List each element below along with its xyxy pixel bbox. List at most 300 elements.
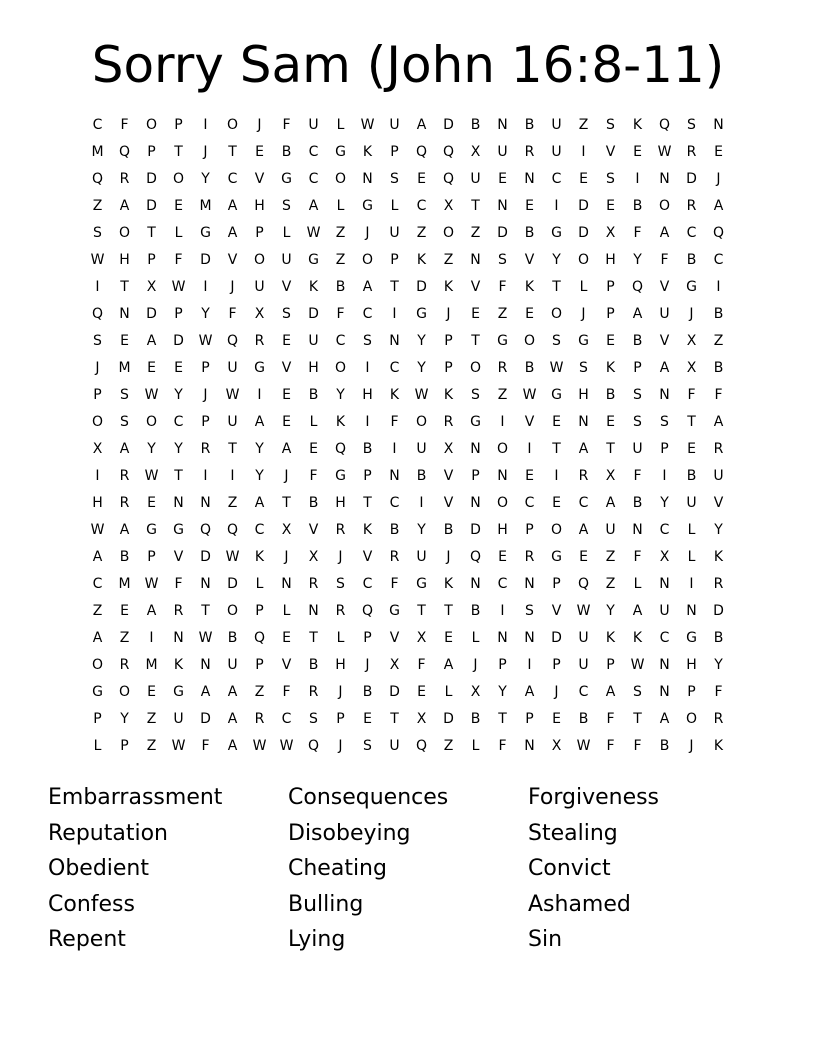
grid-letter: V [443,495,454,511]
grid-letter: V [362,549,373,565]
grid-letter: G [335,144,346,160]
grid-letter: J [581,306,586,322]
grid-letter: B [443,522,454,538]
grid-letter: A [227,711,238,727]
grid-letter: O [145,414,158,430]
grid-letter: P [606,306,615,322]
grid-letter: H [254,198,265,214]
grid-letter: A [227,198,238,214]
grid-letter: X [470,684,481,700]
grid-letter: B [524,360,535,376]
grid-letter: N [389,468,400,484]
grid-letter: T [633,711,642,727]
grid-letter: Q [334,441,347,457]
grid-letter: A [713,198,724,214]
grid-letter: D [200,252,211,268]
grid-letter: I [257,387,262,403]
grid-letter: X [659,549,670,565]
grid-letter: B [362,684,373,700]
grid-letter: B [659,738,670,754]
word-column [528,780,768,958]
grid-letter: B [524,225,535,241]
grid-letter: K [713,738,724,754]
grid-letter: D [686,171,697,187]
grid-letter: R [686,198,697,214]
grid-letter: I [689,576,694,592]
grid-letter: J [446,549,451,565]
grid-letter: A [605,684,616,700]
grid-letter: B [686,468,697,484]
grid-letter: Q [469,549,482,565]
grid-letter: T [120,279,129,295]
grid-letter: A [119,441,130,457]
grid-letter: L [471,630,480,646]
grid-letter: R [254,711,265,727]
grid-letter: I [527,441,532,457]
grid-letter: N [173,630,184,646]
grid-letter: D [443,117,454,133]
grid-letter: O [226,603,239,619]
grid-letter: C [308,171,319,187]
grid-letter: Q [631,279,644,295]
grid-letter: I [554,198,559,214]
grid-letter: O [469,360,482,376]
grid-letter: R [335,603,346,619]
grid-letter: F [120,117,129,133]
grid-letter: F [417,657,426,673]
grid-letter: E [174,198,183,214]
grid-letter: H [308,360,319,376]
grid-letter: E [606,333,615,349]
grid-letter: D [497,225,508,241]
grid-letter: S [363,738,372,754]
grid-letter: B [632,495,643,511]
grid-letter: B [605,387,616,403]
grid-letter: P [93,387,102,403]
grid-letter: C [659,630,670,646]
grid-letter: T [201,603,210,619]
grid-letter: S [498,252,507,268]
grid-letter: B [362,441,373,457]
grid-letter: W [198,333,213,349]
grid-letter: Y [201,306,210,322]
grid-letter: D [200,549,211,565]
grid-letter: D [713,603,724,619]
word-list-item: Stealing [528,820,618,846]
grid-letter: Q [658,117,671,133]
grid-letter: K [443,576,454,592]
grid-letter: R [713,576,724,592]
grid-letter: M [118,576,131,592]
grid-letter: U [686,495,697,511]
grid-letter: J [689,306,694,322]
grid-letter: A [281,441,292,457]
grid-letter: Z [227,495,238,511]
grid-letter: Z [335,252,346,268]
grid-letter: Z [470,225,481,241]
grid-letter: E [552,414,561,430]
grid-letter: A [227,684,238,700]
grid-letter: M [199,198,212,214]
grid-letter: O [361,252,374,268]
grid-letter: G [281,171,292,187]
grid-letter: S [687,117,696,133]
grid-letter: N [119,306,130,322]
grid-letter: D [146,198,157,214]
grid-letter: M [91,144,104,160]
grid-letter: J [230,279,235,295]
grid-letter: O [523,333,536,349]
grid-letter: C [92,576,103,592]
grid-letter: B [686,252,697,268]
grid-letter: X [686,360,697,376]
grid-letter: W [90,522,105,538]
grid-letter: Q [118,144,131,160]
grid-letter: C [281,711,292,727]
grid-letter: B [713,360,724,376]
grid-letter: Y [714,657,723,673]
grid-letter: X [389,657,400,673]
grid-letter: H [497,522,508,538]
grid-letter: N [470,576,481,592]
grid-letter: Y [120,711,129,727]
grid-letter: F [633,468,642,484]
grid-letter: C [578,684,589,700]
grid-letter: W [171,738,186,754]
grid-letter: R [308,576,319,592]
grid-letter: I [716,279,721,295]
grid-letter: K [173,657,184,673]
grid-letter: D [227,576,238,592]
grid-letter: V [659,333,670,349]
grid-letter: G [254,360,265,376]
grid-letter: G [92,684,103,700]
grid-letter: W [576,738,591,754]
grid-letter: B [713,630,724,646]
word-list-item: Embarrassment [48,785,223,810]
grid-letter: T [687,414,696,430]
grid-letter: D [578,225,589,241]
grid-letter: H [335,657,346,673]
grid-letter: A [362,279,373,295]
grid-letter: F [390,576,399,592]
grid-letter: F [309,468,318,484]
grid-letter: V [659,279,670,295]
grid-letter: A [119,522,130,538]
grid-letter: N [659,684,670,700]
grid-letter: R [173,603,184,619]
grid-letter: Q [226,333,239,349]
grid-letter: B [335,279,346,295]
grid-letter: E [525,306,534,322]
grid-letter: J [689,738,694,754]
grid-letter: I [149,630,154,646]
grid-letter: A [146,603,157,619]
grid-letter: C [254,522,265,538]
grid-letter: N [578,414,589,430]
grid-letter: X [308,549,319,565]
grid-letter: E [552,495,561,511]
grid-letter: N [659,171,670,187]
grid-letter: B [713,306,724,322]
grid-letter: F [390,414,399,430]
grid-letter: A [659,711,670,727]
word-list-item: Lying [288,927,346,953]
grid-letter: W [198,630,213,646]
grid-letter: G [416,576,427,592]
grid-letter: E [417,684,426,700]
grid-letter: G [551,225,562,241]
grid-letter: G [470,414,481,430]
grid-letter: U [632,441,643,457]
grid-letter: B [470,711,481,727]
grid-letter: S [606,117,615,133]
word-column [288,780,528,958]
grid-letter: S [120,387,129,403]
grid-letter: W [90,252,105,268]
grid-letter: K [632,630,643,646]
grid-letter: G [335,468,346,484]
grid-letter: Z [443,738,454,754]
grid-letter: O [577,252,590,268]
grid-letter: W [549,360,564,376]
grid-letter: Q [415,144,428,160]
grid-letter: Y [417,522,426,538]
grid-letter: Q [253,630,266,646]
grid-letter: E [606,198,615,214]
grid-letter: U [227,657,238,673]
grid-letter: E [444,630,453,646]
grid-letter: E [606,414,615,430]
grid-letter: E [363,711,372,727]
grid-letter: T [417,603,426,619]
grid-letter: J [203,144,208,160]
grid-letter: G [308,252,319,268]
grid-letter: E [552,711,561,727]
grid-letter: X [443,198,454,214]
grid-letter: N [524,630,535,646]
grid-letter: R [119,495,130,511]
grid-letter: K [335,414,346,430]
grid-letter: H [119,252,130,268]
grid-letter: K [254,549,265,565]
grid-letter: E [714,144,723,160]
grid-letter: Q [199,522,212,538]
grid-letter: K [308,279,319,295]
grid-letter: H [605,252,616,268]
grid-letter: N [200,495,211,511]
grid-letter: N [632,522,643,538]
grid-letter: U [713,468,724,484]
grid-letter: I [554,468,559,484]
grid-letter: N [659,657,670,673]
grid-letter: O [685,711,698,727]
grid-letter: E [282,333,291,349]
grid-letter: A [605,495,616,511]
grid-letter: S [633,414,642,430]
grid-letter: L [93,738,102,754]
grid-letter: F [606,738,615,754]
grid-letter: A [308,198,319,214]
grid-letter: G [551,387,562,403]
grid-letter: N [659,576,670,592]
grid-letter: I [203,117,208,133]
grid-letter: G [389,603,400,619]
grid-letter: G [686,630,697,646]
grid-letter: P [93,711,102,727]
grid-letter: P [687,684,696,700]
grid-letter: P [147,549,156,565]
grid-letter: E [687,441,696,457]
grid-letter: A [578,522,589,538]
word-list-item: Cheating [288,856,387,882]
grid-letter: Z [92,603,103,619]
grid-letter: O [91,414,104,430]
grid-letter: Y [498,684,507,700]
grid-letter: H [686,657,697,673]
grid-letter: U [254,279,265,295]
grid-letter: T [498,711,507,727]
grid-letter: W [144,576,159,592]
grid-letter: E [255,144,264,160]
grid-letter: I [95,468,100,484]
grid-letter: G [200,225,211,241]
grid-letter: Y [660,495,669,511]
grid-letter: I [392,441,397,457]
grid-letter: W [144,387,159,403]
grid-letter: Q [577,576,590,592]
grid-letter: U [389,738,400,754]
grid-letter: B [470,117,481,133]
word-list-item: Obedient [48,856,149,882]
grid-letter: I [203,279,208,295]
grid-letter: P [525,711,534,727]
grid-letter: J [716,171,721,187]
grid-letter: R [389,549,400,565]
grid-letter: N [497,630,508,646]
grid-letter: U [416,549,427,565]
grid-letter: F [633,738,642,754]
grid-letter: Z [146,738,157,754]
grid-letter: P [525,522,534,538]
grid-letter: Y [201,171,210,187]
grid-letter: Z [416,225,427,241]
grid-letter: R [254,333,265,349]
grid-letter: U [605,522,616,538]
grid-letter: X [470,144,481,160]
grid-letter: A [578,441,589,457]
grid-letter: P [255,225,264,241]
grid-letter: C [686,225,697,241]
grid-letter: U [281,252,292,268]
grid-letter: U [308,117,319,133]
word-list-item: Consequences [288,785,449,810]
word-list-item: Confess [48,891,135,917]
grid-letter: G [173,684,184,700]
grid-letter: Z [605,576,616,592]
grid-letter: C [416,198,427,214]
grid-letter: X [605,225,616,241]
grid-letter: T [471,198,480,214]
grid-letter: Z [497,306,508,322]
grid-letter: U [551,117,562,133]
word-list-item: Reputation [48,820,168,846]
grid-letter: K [713,549,724,565]
grid-letter: Q [307,738,320,754]
grid-letter: L [282,225,291,241]
grid-letter: P [444,333,453,349]
grid-letter: T [228,144,237,160]
grid-letter: E [525,468,534,484]
grid-letter: U [227,360,238,376]
grid-letter: Y [417,360,426,376]
grid-letter: O [496,495,509,511]
grid-letter: U [389,225,400,241]
grid-letter: P [552,576,561,592]
grid-letter: I [365,414,370,430]
grid-letter: N [200,576,211,592]
grid-letter: L [282,603,291,619]
grid-letter: K [443,387,454,403]
grid-letter: U [389,117,400,133]
grid-letter: Z [254,684,265,700]
grid-letter: P [633,360,642,376]
grid-letter: B [416,468,427,484]
grid-letter: Q [712,225,725,241]
grid-letter: T [390,711,399,727]
grid-letter: N [173,495,184,511]
grid-letter: B [470,603,481,619]
grid-letter: V [443,468,454,484]
grid-letter: Y [147,441,156,457]
grid-letter: S [282,306,291,322]
grid-letter: K [416,252,427,268]
grid-letter: B [389,522,400,538]
word-list-item: Convict [528,856,611,882]
grid-letter: Y [417,333,426,349]
grid-letter: Y [552,252,561,268]
grid-letter: W [360,117,375,133]
word-list-item: Forgiveness [528,785,660,810]
grid-letter: I [203,468,208,484]
grid-letter: N [362,171,373,187]
grid-letter: E [525,198,534,214]
grid-letter: K [389,387,400,403]
grid-letter: W [144,468,159,484]
grid-letter: R [443,414,454,430]
grid-letter: C [578,495,589,511]
grid-letter: A [200,684,211,700]
word-list-item: Bulling [288,891,364,917]
grid-letter: N [686,603,697,619]
grid-letter: A [254,414,265,430]
grid-letter: S [363,333,372,349]
grid-letter: J [365,225,370,241]
grid-letter: N [470,495,481,511]
grid-letter: P [336,711,345,727]
grid-letter: U [227,414,238,430]
grid-letter: J [284,549,289,565]
grid-letter: R [308,684,319,700]
grid-letter: P [606,279,615,295]
grid-letter: A [416,117,427,133]
grid-letter: S [579,360,588,376]
grid-letter: F [174,576,183,592]
grid-letter: B [578,711,589,727]
grid-letter: B [308,387,319,403]
grid-letter: I [392,306,397,322]
grid-letter: T [390,279,399,295]
